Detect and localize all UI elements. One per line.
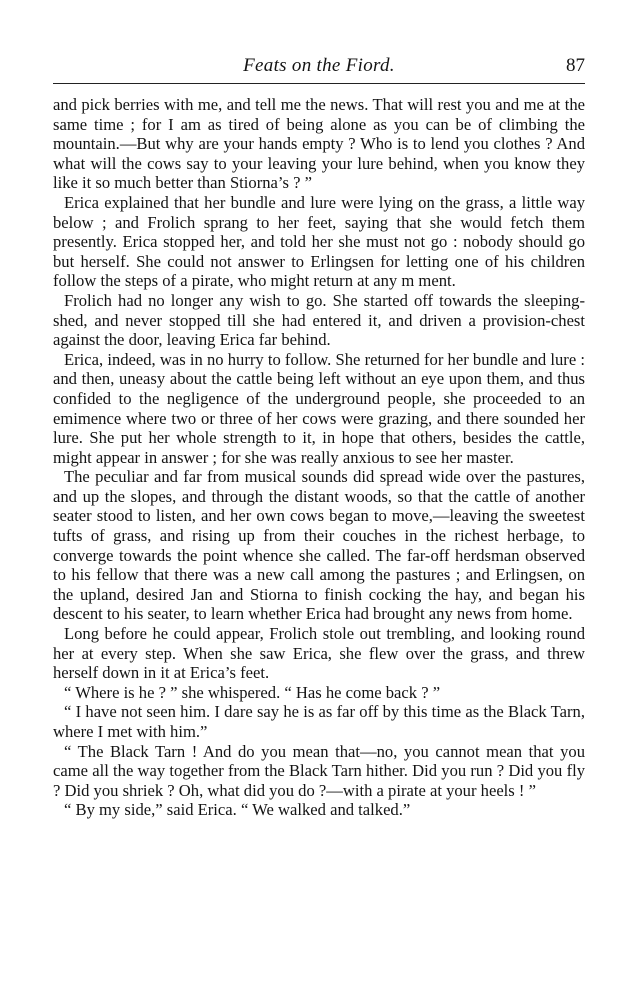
paragraph: “ Where is he ? ” she whispered. “ Has he come back ? ” xyxy=(64,682,441,702)
paragraph: Erica, indeed, was in no hurry to follow. She returned for her bundle and lure : and then, uneasy about the cattle being left without an eye upon them, and thus confided to the negligence of the underground people, she proceeded to an emimence where two or three of her cows were grazing, and there sounded her lure. She put her whole strength to it, in hope that others, besides the cattle, might appear in answer ; for she was really anxious to see her master. xyxy=(53,349,585,467)
paragraph: “ The Black Tarn ! And do you mean that—no, you cannot mean that you came all the way together from the Black Tarn hither. Did you run ? Did you fly ? Did you shriek ? Oh, what did you do ?—with a pirate at your heels ! ” xyxy=(53,741,585,800)
paragraph: and pick berries with me, and tell me the news. That will rest you and me at the same time ; for I am as tired of being alone as you can be of climbing the mountain.—But why are your hands empty ? Who is to lend you clothes ? And what will the cows say to your leaving your lure behind, when you know they like it so much better than Stiorna’s ? ” xyxy=(53,95,585,193)
book-page xyxy=(53,52,585,820)
paragraph: “ By my side,” said Erica. “ We walked and talked.” xyxy=(64,800,411,820)
paragraph: “ I have not seen him. I dare say he is as far off by this time as the Black Tarn, where I met with him.” xyxy=(53,702,585,741)
paragraph: Long before he could appear, Frolich stole out trembling, and looking round her at every step. When she saw Erica, she flew over the grass, and threw herself down in it at Erica’s feet. xyxy=(53,624,585,683)
paragraph: Frolich had no longer any wish to go. She started off towards the sleeping-shed, and never stopped till she had entered it, and driven a provision-chest against the door, leaving Erica far behind. xyxy=(53,290,585,350)
running-head: Feats on the Fiord. xyxy=(243,55,395,76)
page-header xyxy=(53,52,585,80)
body-text xyxy=(53,95,585,820)
page-number: 87 xyxy=(566,55,585,76)
paragraph: Erica explained that her bundle and lure were lying on the grass, a little way below ; and Frolich sprang to her feet, saying that she would fetch them presently. Erica stopped her, and told her she must not go : nobody should go but herself. She could not answer to Erlingsen for letting one of his children follow the steps of a pirate, who might return at any m ment. xyxy=(53,192,585,291)
header-rule xyxy=(53,83,585,84)
paragraph: The peculiar and far from musical sounds did spread wide over the pastures, and up the slopes, and through the distant woods, so that the cattle of another seater stood to listen, and her own cows began to move,—leaving the sweetest tufts of grass, and rising up from their couches in the richest herbage, to converge towards the point whence she called. The far-off herdsman observed to his fellow that there was a new call among the pastures ; and Erlingsen, on the upland, desired Jan and Stiorna to finish cocking the hay, and began his descent to his seater, to learn whether Erica had brought any news from home. xyxy=(53,467,585,624)
